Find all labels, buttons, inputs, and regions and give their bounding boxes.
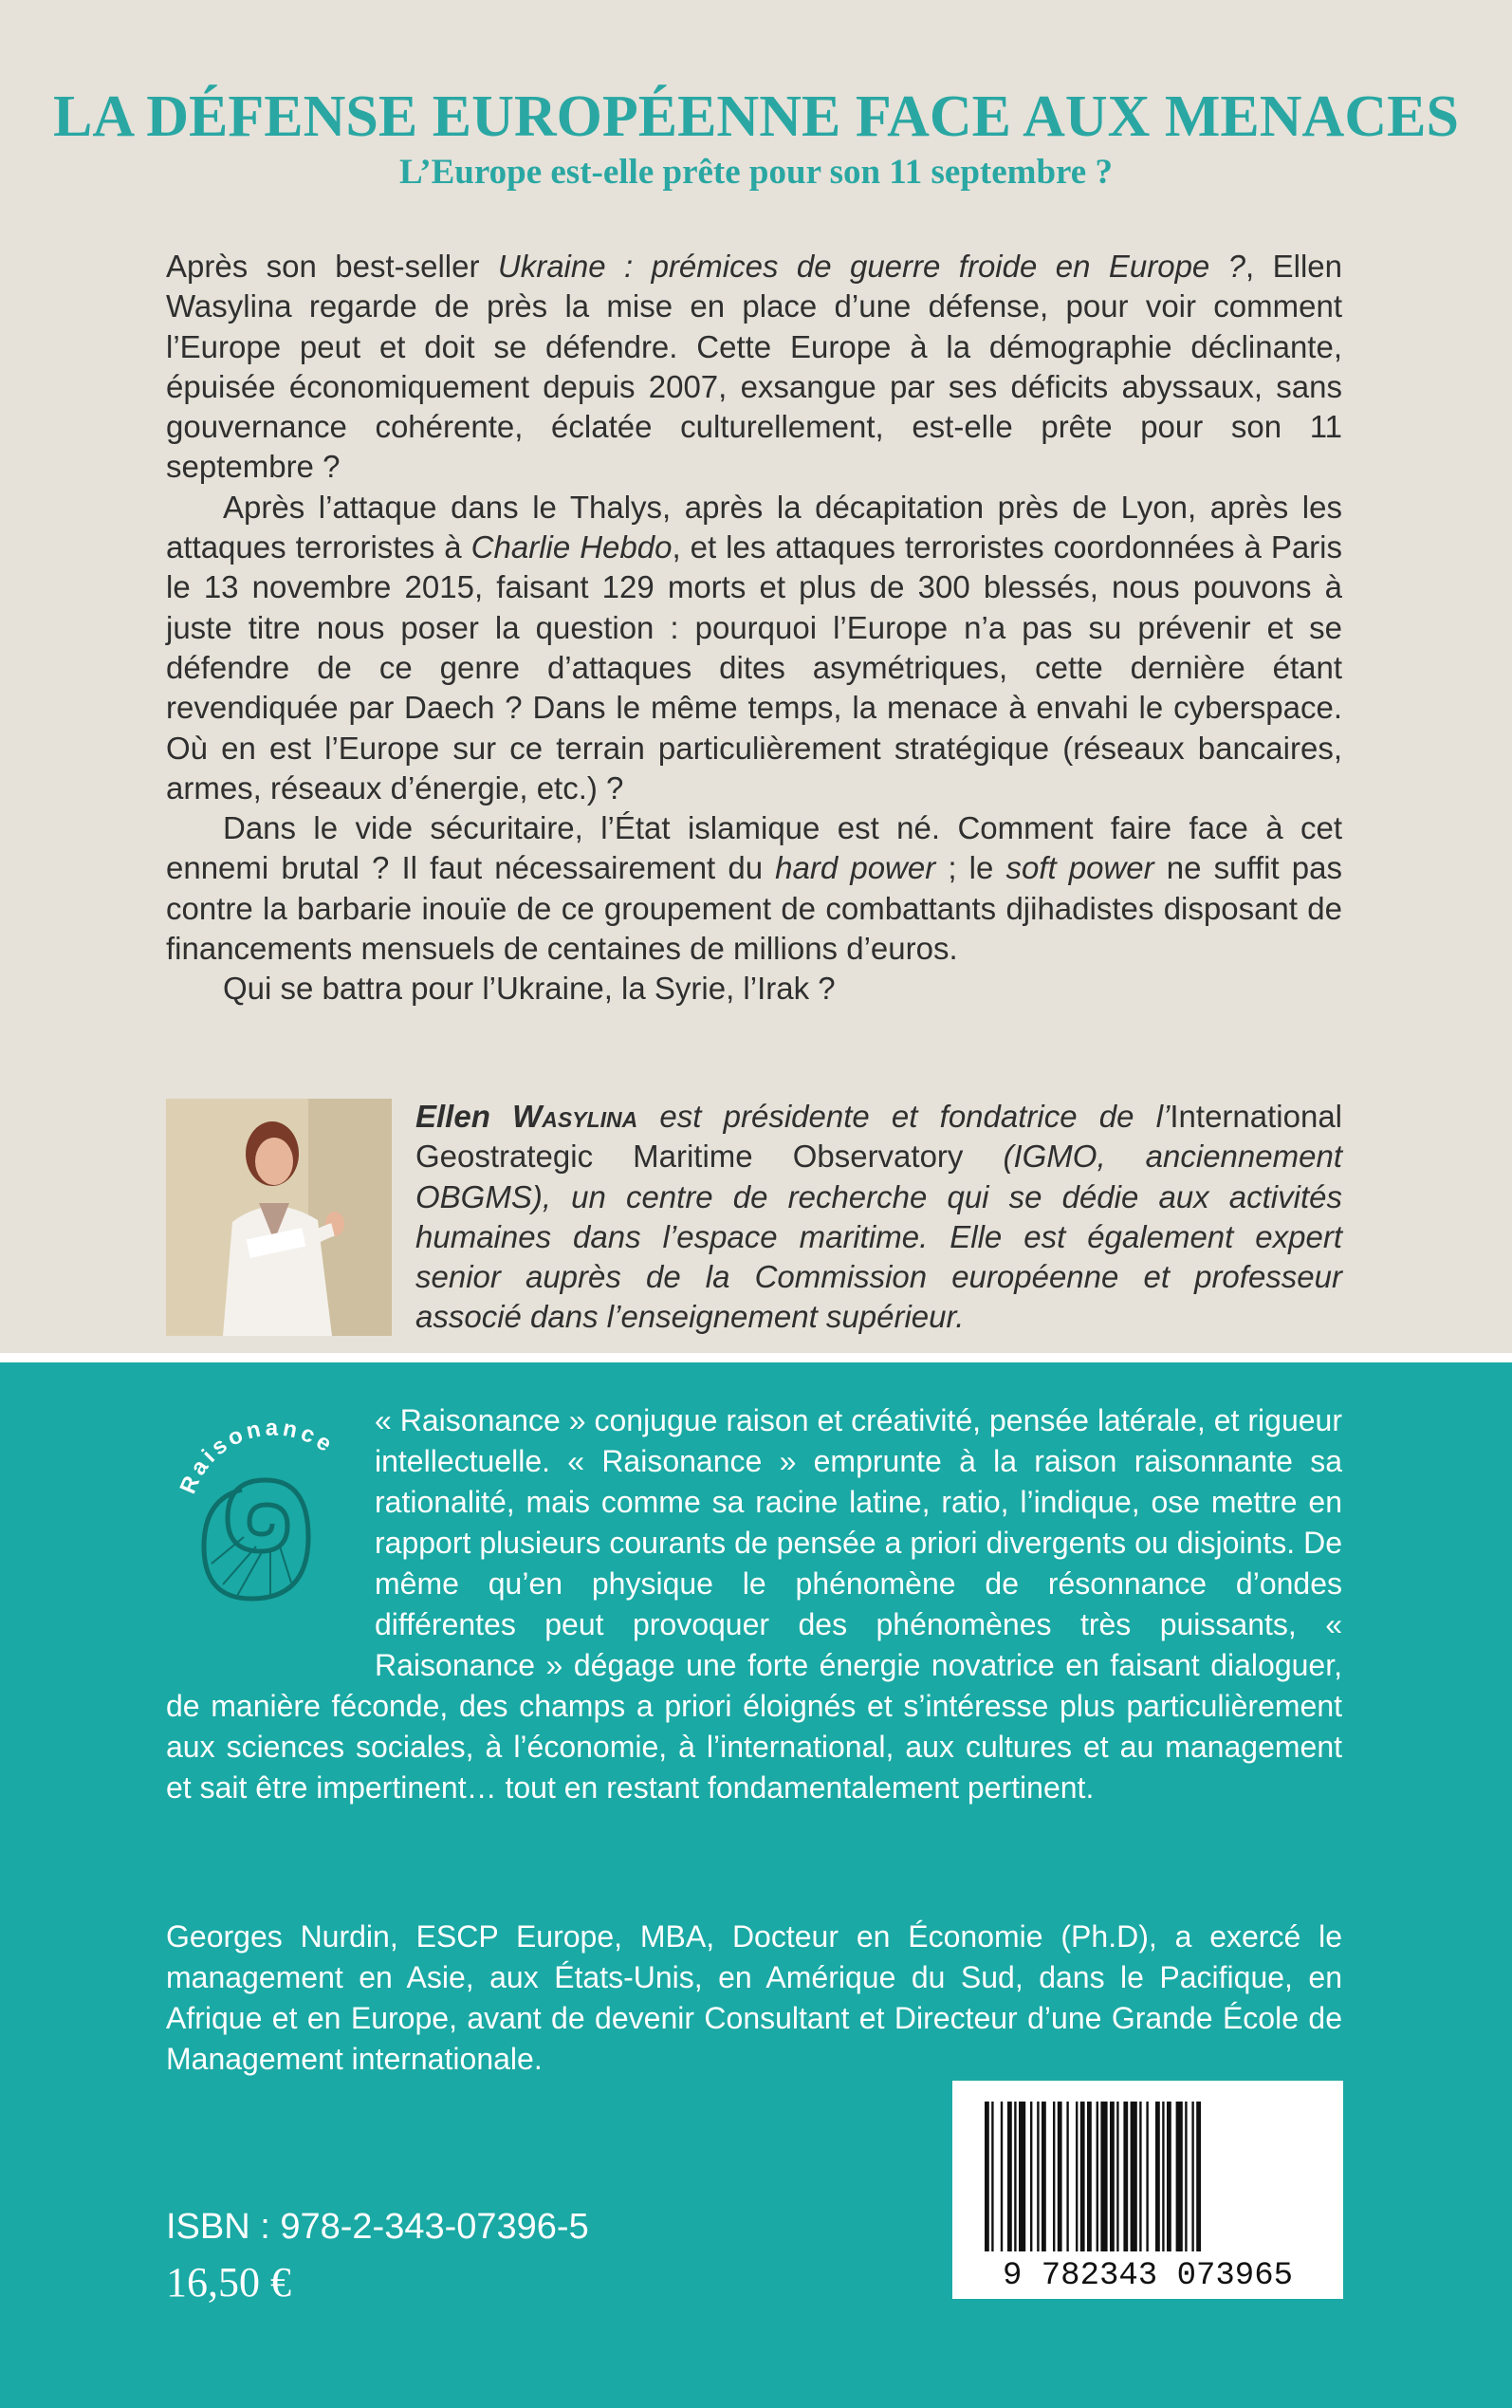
barcode-bar xyxy=(1019,2102,1025,2251)
barcode-bar xyxy=(1100,2102,1107,2251)
book-subtitle: L’Europe est-elle prête pour son 11 septembre ? xyxy=(399,153,1113,192)
barcode-bar xyxy=(991,2102,993,2251)
barcode-bar xyxy=(1139,2102,1141,2251)
barcode-bar xyxy=(1014,2102,1016,2251)
book-reference: Ukraine : prémices de guerre froide en Europe ? xyxy=(497,249,1246,284)
collection-description: « Raisonance » conjugue raison et créativité, pensée latérale, et rigueur intellectuelle. « Raisonance » emprunte à la raison raisonnante sa rationalité, mais comme sa racine latine, ratio, l’indique, ose mettre en rapport plusieurs courants de pensée a priori divergents ou disjoints. De même qu’en physique le phénomène de résonnance d’ondes différentes peut provoquer des phénomènes très puissants, « Raisonance » dégage une forte énergie novatrice en faisant dialoguer, de manière féconde, des champs a priori éloignés et s’intéresse plus particulièrement aux sciences sociales, à l’économie, à l’international, aux cultures et au management et sait être impertinent… tout en restant fondamentalement pertinent. xyxy=(166,1403,1342,1805)
author-bio: Ellen Wasylina est présidente et fondatrice de l’International Geostrategic Maritime Observatory (IGMO, anciennement OBGMS), un centre de recherche qui se dédie aux activités humaines dans l’espace maritime. Elle est également expert senior auprès de la Commission européenne et professeur associé dans l’enseignement supérieur. xyxy=(415,1099,1343,1335)
barcode-bar xyxy=(1185,2102,1187,2251)
author-photo-illustration xyxy=(166,1099,392,1336)
author-photo xyxy=(166,1099,392,1336)
barcode-bar xyxy=(1058,2102,1062,2251)
price: 16,50 € xyxy=(166,2259,291,2306)
barcode-bar xyxy=(1080,2102,1085,2251)
barcode-bar xyxy=(1176,2102,1183,2251)
isbn: ISBN : 978-2-343-07396-5 xyxy=(166,2207,589,2247)
magazine-reference: Charlie Hebdo xyxy=(470,529,673,565)
barcode-bar xyxy=(1167,2102,1171,2251)
barcode-digits: 9 782343 073965 xyxy=(1002,2258,1294,2294)
barcode-bar xyxy=(1191,2102,1193,2251)
author-last-name: Wasylina xyxy=(512,1099,638,1134)
barcode-bar xyxy=(1066,2102,1068,2251)
barcode-bar xyxy=(1196,2102,1201,2251)
divider-band xyxy=(0,1353,1512,1362)
organization-name: International Geostrategic Maritime Observatory xyxy=(415,1099,1343,1175)
barcode-bar xyxy=(1001,2102,1003,2251)
collection-director: Georges Nurdin, ESCP Europe, MBA, Docteur en Économie (Ph.D), a exercé le management en Asie, aux États-Unis, en Amérique du Sud, dans le Pacifique, en Afrique et en Europe, avant de devenir Consultant et Directeur d’une Grande École de Management internationale. xyxy=(166,1919,1342,2076)
barcode-bar xyxy=(1123,2102,1128,2251)
author-first-name: Ellen xyxy=(415,1099,513,1134)
barcode-bar xyxy=(1007,2102,1012,2251)
barcode-bar xyxy=(1110,2102,1115,2251)
barcode-bar xyxy=(1042,2102,1046,2251)
barcode-bar xyxy=(1076,2102,1078,2251)
barcode-bar xyxy=(1037,2102,1039,2251)
barcode-bar xyxy=(1146,2102,1148,2251)
barcode-bars xyxy=(985,2102,1201,2251)
barcode-bar xyxy=(1030,2102,1032,2251)
barcode-bar xyxy=(1162,2102,1164,2251)
logo-text: Raisonance xyxy=(175,1415,340,1498)
barcode-bar xyxy=(985,2102,989,2251)
book-title: LA DÉFENSE EUROPÉENNE FACE AUX MENACES xyxy=(53,84,1459,149)
barcode-bar xyxy=(1053,2102,1055,2251)
barcode-bar xyxy=(1097,2102,1098,2251)
barcode-bar xyxy=(1116,2102,1118,2251)
blurb-paragraph-3: Dans le vide sécuritaire, l’État islamique est né. Comment faire face à cet ennemi brutal ? Il faut nécessairement du hard power ; le soft power ne suffit pas contre la barbarie inouïe de ce groupement de combattants djihadistes disposant de financements mensuels de centaines de millions d’euros. xyxy=(166,810,1343,967)
blurb-paragraph-1: Après son best-seller Ukraine : prémices de guerre froide en Europe ?, Ellen Wasylina regarde de près la mise en place d’une défense, pour voir comment l’Europe peut et doit se défendre. Cette Europe à la démographie déclinante, épuisée économiquement depuis 2007, exsangue par ses déficits abyssaux, sans gouvernance cohérente, éclatée culturellement, est-elle prête pour son 11 septembre ? xyxy=(166,249,1343,485)
blurb-paragraph-2: Après l’attaque dans le Thalys, après la décapitation près de Lyon, après les attaques terroristes à Charlie Hebdo, et les attaques terroristes coordonnées à Paris le 13 novembre 2015, faisant 129 morts et plus de 300 blessés, nous pouvons à juste titre nous poser la question : pourquoi l’Europe n’a pas su prévenir et se défendre de ce genre d’attaques dites asymétriques, cette dernière étant revendiquée par Daech ? Dans le même temps, la menace à envahi le cyberspace. Où en est l’Europe sur ce terrain particulièrement stratégique (réseaux bancaires, armes, réseaux d’énergie, etc.) ? xyxy=(166,489,1343,806)
barcode-bar xyxy=(1155,2102,1160,2251)
barcode-bar xyxy=(1131,2102,1137,2251)
barcode-bar xyxy=(1087,2102,1092,2251)
blurb xyxy=(166,247,1342,1010)
blurb-paragraph-4: Qui se battra pour l’Ukraine, la Syrie, l’Irak ? xyxy=(223,971,836,1007)
barcode xyxy=(952,2081,1343,2299)
barcode-graphic xyxy=(952,2081,1343,2299)
